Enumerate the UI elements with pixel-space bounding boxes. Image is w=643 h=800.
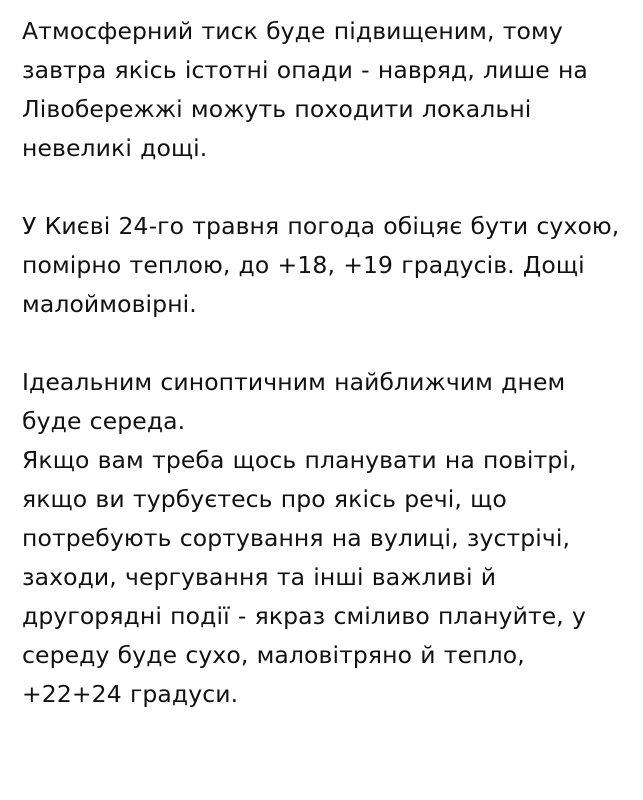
paragraph-planning-advice: Якщо вам треба щось планувати на повітрі, якщо ви турбуєтесь про якісь речі, що потребують сортування на вулиці, зустрічі, заходи, чергування та інші важливі й другорядні події - якраз сміливо плануйте, у середу буде сухо, маловітряно й тепло, +22+24 градуси. — [22, 446, 587, 708]
paragraph-ideal-day: Ідеальним синоптичним найближчим днем буде середа. — [22, 368, 566, 435]
paragraph-spacer — [22, 168, 621, 207]
paragraph-spacer — [22, 324, 621, 363]
paragraph-kyiv-forecast: У Києві 24-го травня погода обіцяє бути сухою, помірно теплою, до +18, +19 градусів. Дощі малоймовірні. — [22, 212, 620, 318]
paragraph-atmospheric-pressure: Атмосферний тиск буде підвищеним, тому завтра якісь істотні опади - навряд, лише на Лівобережжі можуть походити локальні невеликі дощі. — [22, 17, 588, 162]
